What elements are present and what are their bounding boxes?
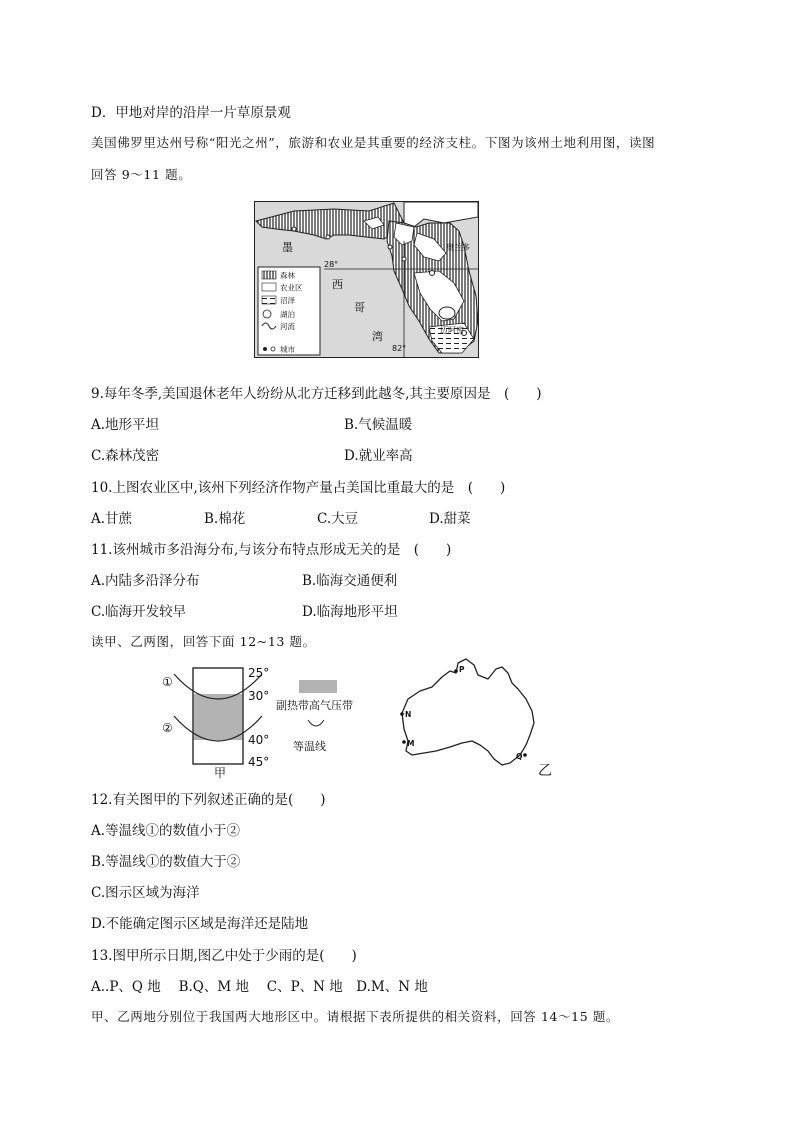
lat-25: 25° <box>248 666 270 680</box>
question-12-stem: 12.有关图甲的下列叙述正确的是( ) <box>91 792 326 808</box>
legend-agriculture: 农业区 <box>280 283 303 292</box>
figure-yi-australia <box>392 655 557 780</box>
legend-isotherm-symbol <box>308 720 324 726</box>
q9-option-b[interactable]: B.气候温暖 <box>344 417 413 433</box>
q9-option-a[interactable]: A.地形平坦 <box>91 417 160 433</box>
isotherm-1-label: ① <box>162 675 173 689</box>
q13-options[interactable]: A..P、Q 地 B.Q、M 地 C、P、N 地 D.M、N 地 <box>91 979 428 995</box>
q11-option-b[interactable]: B.临海交通便利 <box>302 573 398 589</box>
q12-option-c[interactable]: C.图示区域为海洋 <box>91 885 200 901</box>
q10-option-d[interactable]: D.甜菜 <box>429 511 471 527</box>
point-m <box>402 740 406 744</box>
label-m: M <box>407 739 415 748</box>
label-orlando: 奥兰多 <box>446 243 470 252</box>
q10-option-b[interactable]: B.棉花 <box>204 511 246 527</box>
intro-australia: 读甲、乙两图，回答下面 12~13 题。 <box>91 634 316 649</box>
figure-jia <box>158 662 378 780</box>
q11-option-d[interactable]: D.临海地形平坦 <box>302 604 398 620</box>
question-10-stem: 10.上图农业区中,该州下列经济作物产量占美国比重最大的是 ( ) <box>91 480 506 496</box>
intro-table: 甲、乙两地分别位于我国两大地形区中。请根据下表所提供的相关资料，回答 14～15 题。 <box>91 1009 620 1024</box>
australia-outline <box>402 659 534 765</box>
q9-option-d[interactable]: D.就业率高 <box>344 448 413 464</box>
subtropical-high-band <box>193 694 243 740</box>
point-p <box>454 669 458 673</box>
q12-option-a[interactable]: A.等温线①的数值小于② <box>91 823 241 839</box>
isotherm-2-label: ② <box>162 721 173 735</box>
label-miami: 迈阿密 <box>440 326 464 335</box>
legend-river: 河流 <box>280 322 295 331</box>
label-p: P <box>459 665 465 674</box>
label-mo: 墨 <box>282 241 293 254</box>
point-q <box>523 753 527 757</box>
legend-lake: 湖泊 <box>280 310 295 319</box>
label-ge: 哥 <box>354 301 365 314</box>
legend-high-pressure-swatch <box>299 680 337 693</box>
q10-option-a[interactable]: A.甘蔗 <box>91 511 133 527</box>
lat-45: 45° <box>248 755 270 769</box>
label-lon-82: 82° <box>392 344 407 353</box>
question-11-stem: 11.该州城市多沿海分布,与该分布特点形成无关的是 ( ) <box>91 542 452 558</box>
point-n <box>400 712 404 716</box>
q12-option-d[interactable]: D.不能确定图示区域是海洋还是陆地 <box>91 916 309 932</box>
label-lat-28: 28° <box>324 260 339 269</box>
legend-city: 城市 <box>280 345 295 354</box>
label-xi: 西 <box>332 278 343 291</box>
lat-40: 40° <box>248 733 270 747</box>
legend-high-pressure-label: 副热带高气压带 <box>276 699 353 712</box>
q10-option-c[interactable]: C.大豆 <box>317 511 359 527</box>
label-q: Q <box>516 752 523 761</box>
lat-30: 30° <box>248 689 270 703</box>
question-13-stem: 13.图甲所示日期,图乙中处于少雨的是( ) <box>91 948 357 964</box>
label-n: N <box>405 710 412 719</box>
intro-florida-line2: 回答 9～11 题。 <box>91 167 192 182</box>
legend-swamp: 沼泽 <box>280 296 295 305</box>
q9-option-c[interactable]: C.森林茂密 <box>91 448 160 464</box>
intro-florida-line1: 美国佛罗里达州号称“阳光之州”，旅游和农业是其重要的经济支柱。下图为该州土地利用图，读图 <box>91 135 656 150</box>
figure-jia-label: 甲 <box>214 766 227 780</box>
florida-land-use-map <box>254 201 479 358</box>
q11-option-c[interactable]: C.临海开发较早 <box>91 604 187 620</box>
question-9-stem: 9.每年冬季,美国退休老年人纷纷从北方迁移到此越冬,其主要原因是 ( ) <box>91 386 542 402</box>
legend-isotherm-label: 等温线 <box>293 740 326 753</box>
option-d-prev: D．甲地对岸的沿岸一片草原景观 <box>91 105 291 121</box>
label-wan: 湾 <box>372 330 383 343</box>
q11-option-a[interactable]: A.内陆多沿泽分布 <box>91 573 200 589</box>
figure-yi-label: 乙 <box>538 763 552 779</box>
q12-option-b[interactable]: B.等温线①的数值大于② <box>91 854 241 870</box>
legend-forest: 森林 <box>280 271 295 280</box>
